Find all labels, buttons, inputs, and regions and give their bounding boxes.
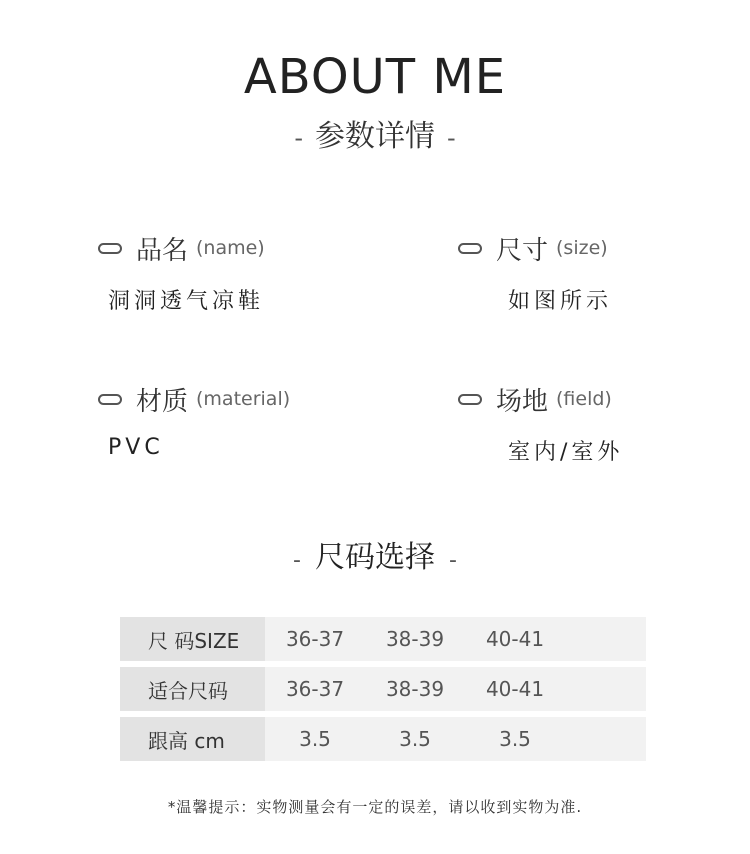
spec-label-en: (field): [556, 388, 612, 410]
row-header: 适合尺码: [120, 667, 265, 711]
table-cell: 38-39: [385, 627, 445, 651]
size-table: [120, 617, 646, 767]
spec-label-en: (material): [196, 388, 291, 410]
spec-material: [98, 383, 290, 460]
spec-value: 如图所示: [508, 289, 613, 314]
spec-label-en: (size): [556, 237, 608, 259]
table-cell: 40-41: [485, 677, 545, 701]
table-row: [120, 717, 646, 761]
spec-name: [98, 232, 265, 315]
table-cell: 38-39: [385, 677, 445, 701]
spec-value: PVC: [108, 435, 164, 460]
table-cell: 3.5: [299, 727, 331, 751]
spec-label: 尺寸: [496, 235, 549, 266]
table-row: [120, 617, 646, 661]
spec-label: 场地: [496, 386, 549, 417]
section-dash-right: -: [449, 548, 457, 573]
pill-icon: [458, 243, 482, 254]
disclaimer-note: *温馨提示：实物测量会有一定的误差，请以收到实物为准.: [167, 798, 583, 816]
spec-field: [458, 383, 623, 466]
spec-value: 洞洞透气凉鞋: [108, 289, 265, 314]
table-cell: 36-37: [285, 627, 345, 651]
spec-label: 材质: [136, 386, 189, 417]
size-section-title: [0, 538, 750, 581]
table-row: [120, 667, 646, 711]
spec-label: 品名: [136, 235, 189, 266]
pill-icon: [98, 243, 122, 254]
page-subtitle: [0, 117, 750, 158]
pill-icon: [98, 394, 122, 405]
table-cell: 36-37: [285, 677, 345, 701]
section-dash-left: -: [293, 548, 301, 573]
section-title-text: 尺码选择: [315, 540, 435, 575]
spec-value: 室内/室外: [508, 440, 624, 465]
row-header: 跟高 cm: [120, 717, 265, 761]
pill-icon: [458, 394, 482, 405]
table-cell: 3.5: [399, 727, 431, 751]
spec-size: [458, 232, 612, 315]
page-title: ABOUT ME: [243, 49, 507, 105]
subtitle-dash-right: -: [447, 124, 456, 152]
table-cell: 3.5: [499, 727, 531, 751]
row-header: 尺 码SIZE: [120, 617, 265, 661]
subtitle-dash-left: -: [294, 124, 303, 152]
spec-label-en: (name): [196, 237, 265, 259]
subtitle-text: 参数详情: [315, 119, 435, 154]
table-cell: 40-41: [485, 627, 545, 651]
